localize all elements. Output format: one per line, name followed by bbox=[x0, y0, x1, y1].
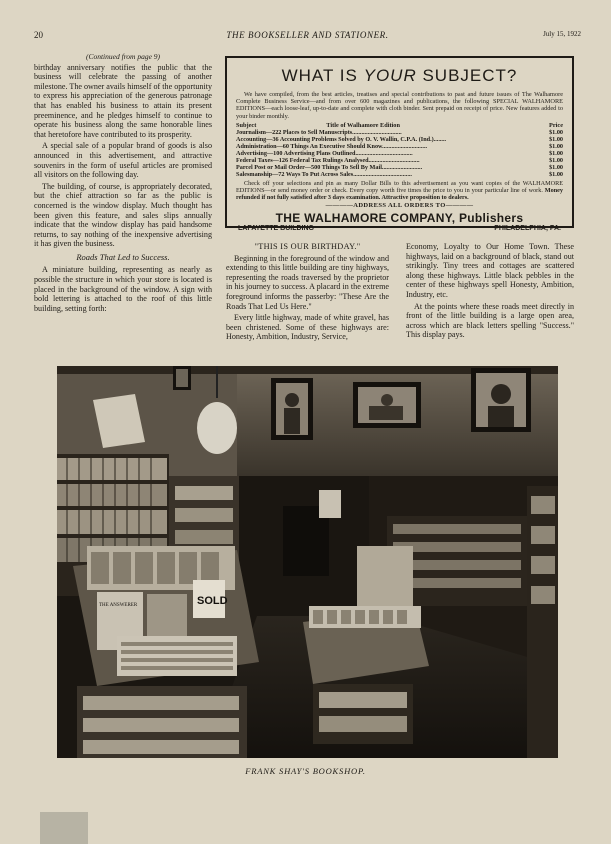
book-title: THE ANSWERER bbox=[99, 603, 138, 608]
issue-date: July 15, 1922 bbox=[543, 30, 581, 38]
section-subhead: Roads That Led to Success. bbox=[76, 251, 170, 262]
paragraph: The building, of course, is appropriately decorated, but the chief attraction so far as the public is concerned is the window display. Much thought has been given this feature, and sales slips annually indicate that the window display has paid handsome returns, to say nothing of the inexpensive advertising it has given the business. bbox=[34, 181, 212, 249]
ad-address-line: ————ADDRESS ALL ORDERS TO———— bbox=[325, 201, 474, 209]
right-column bbox=[406, 242, 574, 342]
ad-company-name: THE WALHAMORE COMPANY, Publishers bbox=[275, 210, 524, 225]
paragraph: A miniature building, representing as nearly as possible the structure in which your store is located is placed in the background of the window. A sign with bold lettering is attached to the roof of this little building, setting forth: bbox=[34, 265, 212, 313]
paragraph: At the points where these roads meet directly in front of the little building is a large open area, across which are black letters spelling "Success." This display pays. bbox=[406, 301, 574, 340]
paragraph: Economy, Loyalty to Our Home Town. These highways, laid on a background of black, stand out strikingly. Tiny trees and cottages are scattered along these highways. Little black pebbles in the center of these highways spell Honesty, Ambition, Industry, etc. bbox=[406, 242, 574, 299]
column-header-title-inline: Title of Walhamore Edition bbox=[326, 121, 400, 129]
paragraph: Every little highway, made of white gravel, has been christened. Some of these highways are: Honesty, Ambition, Industry, Service, bbox=[226, 313, 389, 342]
publication-title: THE BOOKSELLER AND STATIONER. bbox=[226, 30, 389, 40]
paragraph: Beginning in the foreground of the window and extending to this little building are tiny highways, representing the roads traversed by the proprietor in his journey to success. A placard in the extreme foreground informs the passerby: "These Are the Roads That Led Us Here." bbox=[226, 253, 389, 311]
list-item: Administration—60 Things An Executive Should Know............................. $1.00 bbox=[236, 142, 563, 150]
ad-terms: Check off your selections and pin as many Dollar Bills to this advertisement as you want copies of the WALHAMORE EDITIONS—or send money order or check. Every copy worth five times the price to you in your particular line of work. Money refunded if not fully satisfied after 3 days examination. Attractive proposition to dealers. bbox=[236, 179, 563, 201]
photo-illustration bbox=[57, 366, 558, 758]
paragraph: A special sale of a popular brand of goods is also announced in this advertisement, and attractive souvenirs in the form of useful articles are promised all visitors on the following day. bbox=[34, 141, 212, 180]
list-item: Federal Taxes—126 Federal Tax Rulings Analysed................................. $1.00 bbox=[236, 156, 563, 164]
ad-city: PHILADELPHIA, PA. bbox=[494, 224, 561, 232]
middle-column bbox=[226, 242, 389, 344]
list-item: Journalism—222 Places to Sell Manuscripts................................ $1.00 bbox=[236, 128, 563, 136]
ad-intro: We have compiled, from the best articles, treatises and special contributions to past and future issues of The Walhamore Complete Business Service—and from over 600 magazines and publications, the following SPECIAL WALHAMORE EDITIONS—each loose-leaf, up-to-date and complete with cloth binder. Sent prepaid on receipt of price. New features added to your binder monthly. bbox=[236, 91, 563, 120]
page-number: 20 bbox=[34, 30, 43, 40]
ad-building: LAFAYETTE BUILDING bbox=[238, 224, 314, 232]
front-display-table bbox=[73, 546, 259, 758]
left-column bbox=[34, 52, 212, 315]
quote-heading: "THIS IS OUR BIRTHDAY." bbox=[254, 242, 361, 251]
bookshop-photograph bbox=[57, 366, 558, 758]
ad-headline: WHAT IS YOUR SUBJECT? bbox=[281, 66, 518, 85]
column-header-subject: Subject Title of Walhamore Edition bbox=[236, 121, 400, 129]
edition-price-list bbox=[236, 122, 563, 178]
tape-mark bbox=[40, 812, 88, 844]
continued-note: (Continued from page 9) bbox=[85, 52, 161, 61]
walhamore-advertisement bbox=[225, 56, 574, 232]
paragraph: birthday anniversary notifies the public that the business will celebrate the passing of another milestone. The owner avails himself of the opportunity to express his appreciation of the generous patronage that has enabled his business to attain its present preeminence, and he pledges himself to continue to operate his business along the same honorable lines that heretofore have contributed to its prosperity. bbox=[34, 62, 212, 139]
photo-caption: FRANK SHAY'S BOOKSHOP. bbox=[245, 766, 366, 776]
ad-location bbox=[236, 225, 563, 234]
list-item: Advertising—100 Advertising Plans Outlined..................................... $1.00 bbox=[236, 149, 563, 157]
list-item: Parcel Post or Mail Order—500 Things To Sell By Mail.......................... $1.00 bbox=[236, 163, 563, 171]
column-header-price: Price bbox=[549, 121, 563, 129]
hanging-lamp bbox=[197, 402, 237, 454]
list-item: Accounting—36 Accounting Problems Solved by O. V. Wallin, C.P.A. (Ind.)........ $1.00 bbox=[236, 135, 563, 143]
sold-sign: SOLD bbox=[197, 595, 228, 607]
list-item: Salesmanship—72 Ways To Put Across Sales...................................... $1.00 bbox=[236, 170, 563, 178]
running-head bbox=[34, 30, 581, 44]
